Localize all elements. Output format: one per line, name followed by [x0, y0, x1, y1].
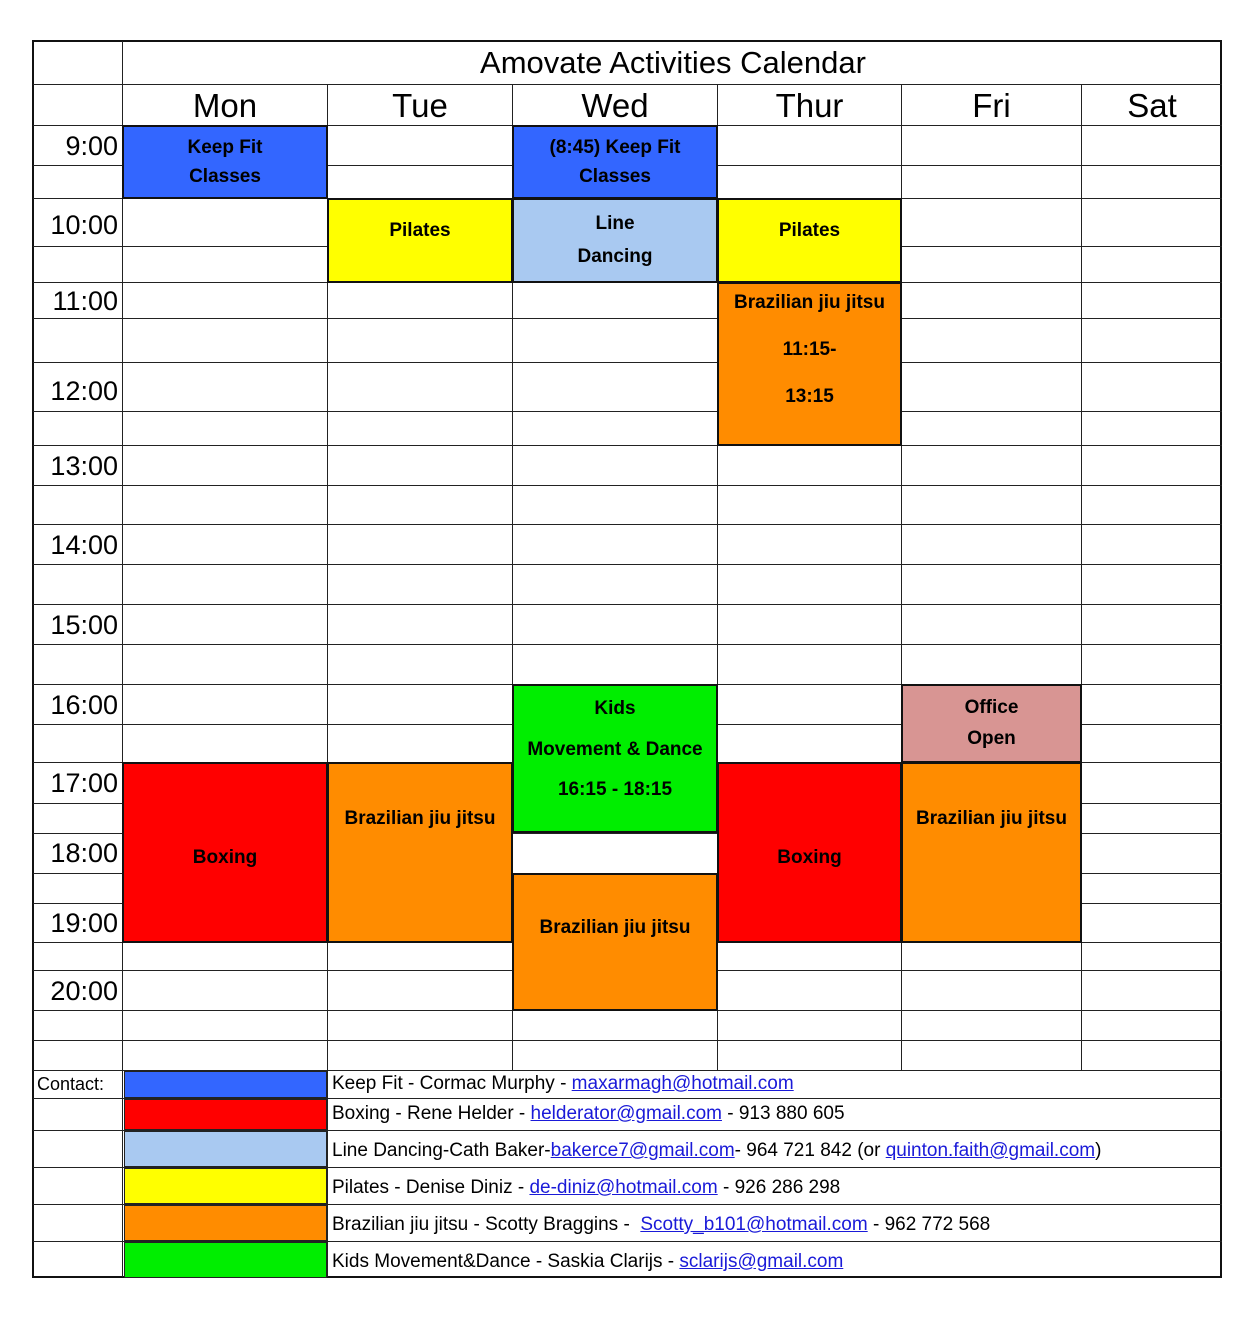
email-link[interactable]: bakerce7@gmail.com	[550, 1140, 735, 1161]
event-line: Brazilian jiu jitsu	[344, 808, 496, 829]
contact-name: Pilates - Denise Diniz -	[332, 1177, 530, 1198]
contact-name: Keep Fit - Cormac Murphy -	[332, 1073, 572, 1094]
event-line: Open	[967, 728, 1016, 750]
time-label: 18:00	[50, 838, 118, 868]
email-link[interactable]: de-diniz@hotmail.com	[529, 1177, 718, 1198]
time-label: 13:00	[50, 451, 118, 481]
event-line: 11:15-	[782, 339, 837, 360]
event-line: Dancing	[577, 245, 653, 267]
event-line: Keep Fit	[187, 136, 263, 158]
time-label: 14:00	[50, 530, 118, 560]
day-header-thur: Thur	[775, 87, 844, 124]
day-header-sat: Sat	[1127, 87, 1177, 124]
legend-swatch-keep-fit	[124, 1071, 327, 1098]
contact-keep-fit	[332, 1073, 794, 1095]
contact-name: Kids Movement&Dance - Saskia Clarijs -	[332, 1251, 680, 1272]
contact-pilates	[332, 1177, 840, 1199]
time-label: 19:00	[50, 908, 118, 938]
event-tue-brazilian-jiu-jitsu[interactable]	[327, 762, 513, 943]
event-line: Pilates	[778, 220, 841, 241]
event-line: Pilates	[389, 220, 451, 241]
event-line: Movement & Dance	[527, 738, 703, 760]
event-line: Brazilian jiu jitsu	[734, 292, 885, 313]
event-line: Classes	[189, 165, 261, 187]
event-line: Line	[595, 213, 635, 235]
email-link[interactable]: helderator@gmail.com	[530, 1103, 722, 1124]
event-fri-brazilian-jiu-jitsu[interactable]	[901, 762, 1082, 943]
contact-line-dancing	[332, 1140, 1101, 1162]
time-label: 16:00	[50, 690, 118, 720]
time-label: 20:00	[50, 976, 118, 1006]
legend-swatch-bjj	[124, 1205, 327, 1241]
email-link[interactable]: sclarijs@gmail.com	[679, 1251, 844, 1272]
contact-bjj	[332, 1214, 990, 1236]
contact-phone: - 964 721 842 (or	[734, 1140, 886, 1161]
event-line: 13:15	[785, 386, 834, 407]
calendar-title: Amovate Activities Calendar	[480, 45, 866, 80]
contact-suffix: )	[1095, 1140, 1102, 1161]
contact-kids	[332, 1251, 843, 1273]
event-wed-keep-fit[interactable]	[512, 125, 718, 199]
legend-swatch-kids	[124, 1242, 327, 1278]
time-label: 10:00	[50, 210, 118, 240]
time-label: 12:00	[50, 376, 118, 406]
event-line: Kids	[594, 698, 636, 719]
legend-swatch-pilates	[124, 1168, 327, 1204]
day-header-fri: Fri	[972, 87, 1011, 124]
event-wed-kids-movement-dance[interactable]	[512, 684, 718, 833]
contact-label: Contact:	[37, 1074, 105, 1094]
event-line: Boxing	[777, 846, 842, 868]
day-header-tue: Tue	[392, 87, 448, 124]
email-link[interactable]: Scotty_b101@hotmail.com	[640, 1214, 868, 1235]
event-tue-pilates[interactable]	[327, 198, 513, 283]
contact-name: Brazilian jiu jitsu - Scotty Braggins -	[332, 1214, 641, 1235]
event-line: Brazilian jiu jitsu	[916, 808, 1067, 829]
day-header-mon: Mon	[192, 87, 258, 124]
email-link[interactable]: maxarmagh@hotmail.com	[571, 1073, 794, 1094]
contact-name: Line Dancing-Cath Baker-	[332, 1140, 551, 1161]
event-thu-pilates[interactable]	[717, 198, 902, 283]
event-wed-line-dancing[interactable]	[512, 198, 718, 283]
event-fri-office-open[interactable]	[901, 684, 1082, 763]
event-line: 16:15 - 18:15	[557, 779, 673, 800]
event-mon-boxing[interactable]	[122, 762, 328, 943]
event-line: Office	[964, 696, 1019, 718]
event-line: Classes	[579, 165, 651, 187]
event-line: (8:45) Keep Fit	[549, 136, 681, 158]
event-line: Brazilian jiu jitsu	[539, 917, 691, 938]
event-thu-boxing[interactable]	[717, 762, 902, 943]
event-thu-brazilian-jiu-jitsu[interactable]	[717, 282, 902, 446]
time-label: 9:00	[65, 131, 118, 161]
legend-swatch-boxing	[124, 1099, 327, 1130]
time-label: 11:00	[52, 286, 118, 316]
contact-name: Boxing - Rene Helder -	[332, 1103, 531, 1124]
contact-boxing	[332, 1103, 845, 1125]
contact-phone: - 913 880 605	[721, 1103, 845, 1124]
legend-swatch-line-dancing	[124, 1131, 327, 1167]
time-label: 15:00	[50, 610, 118, 640]
event-wed-brazilian-jiu-jitsu[interactable]	[512, 873, 718, 1011]
time-label: 17:00	[50, 768, 118, 798]
event-mon-keep-fit[interactable]	[122, 125, 328, 199]
day-header-wed: Wed	[581, 87, 649, 124]
contact-phone: - 926 286 298	[717, 1177, 841, 1198]
event-line: Boxing	[192, 846, 258, 868]
email-link-alt[interactable]: quinton.faith@gmail.com	[885, 1140, 1096, 1161]
contact-phone: - 962 772 568	[867, 1214, 991, 1235]
